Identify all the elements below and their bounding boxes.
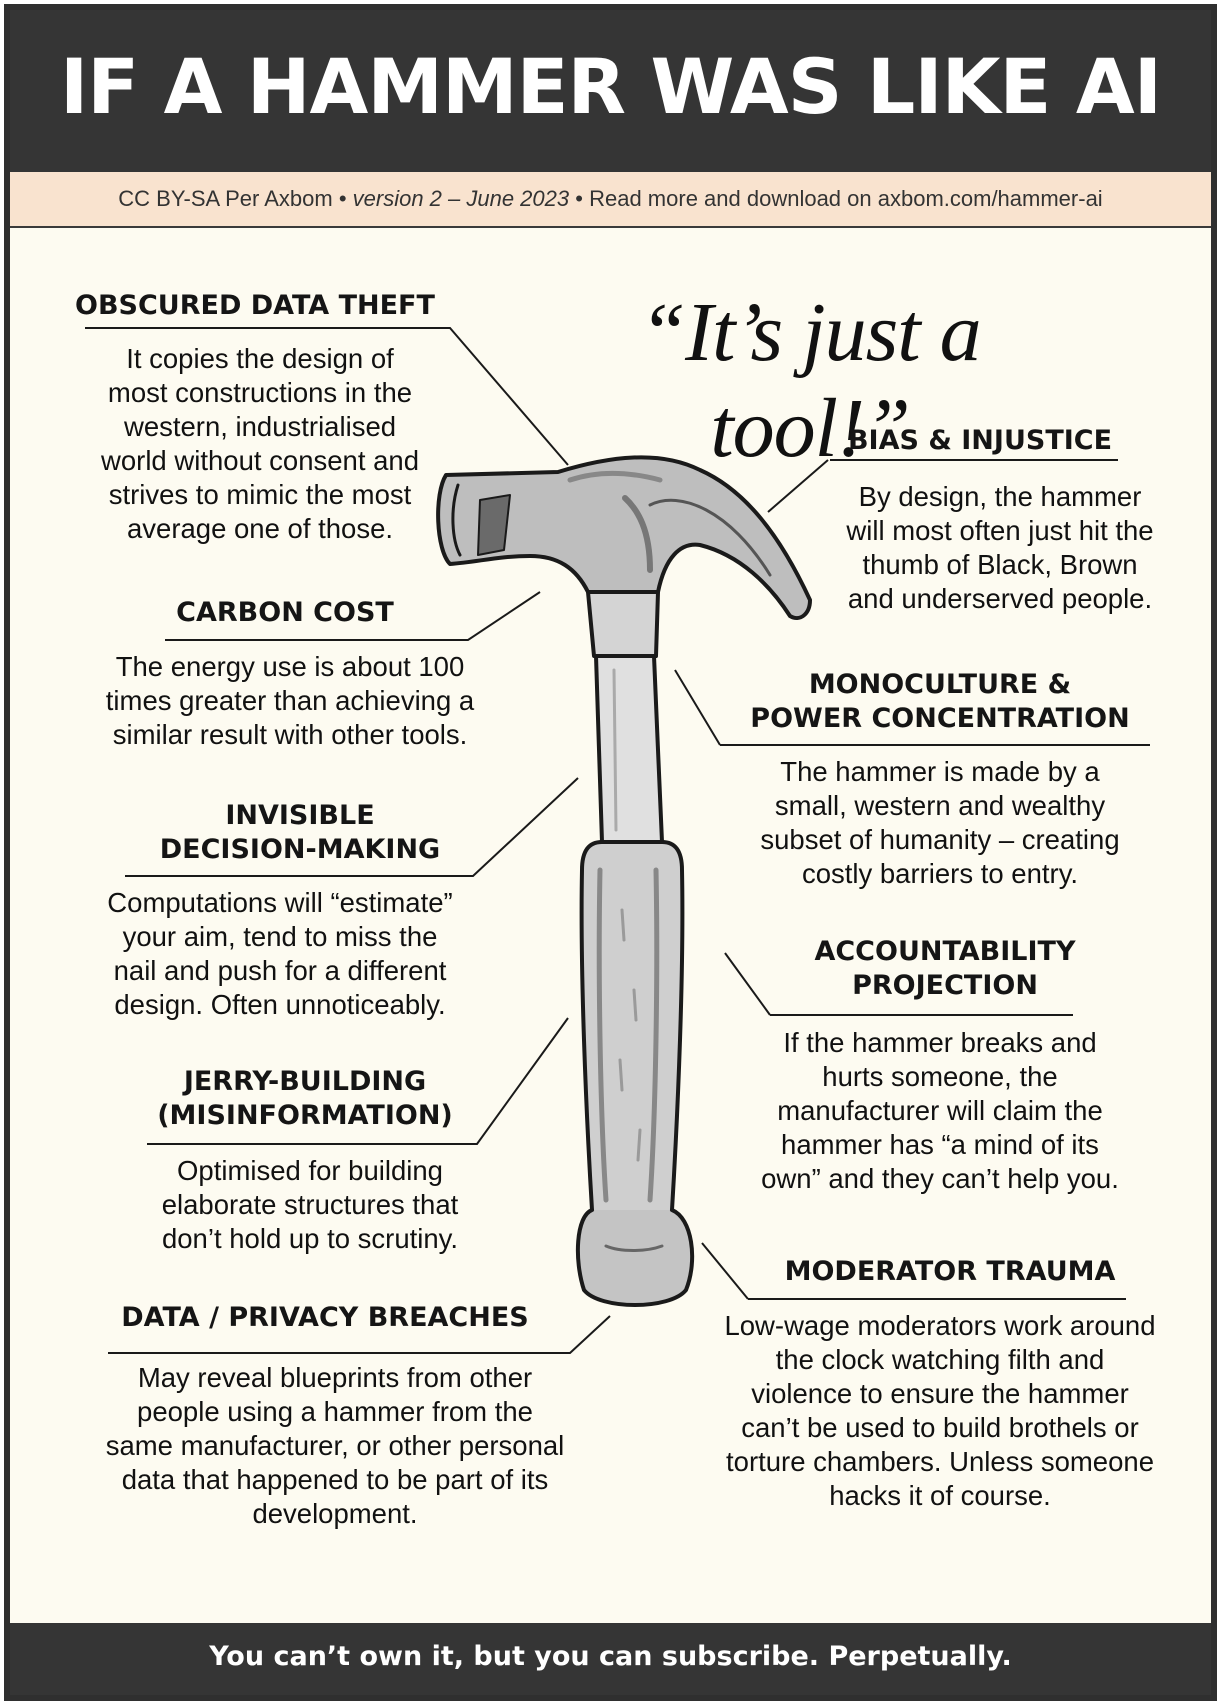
body-line: most constructions in the bbox=[107, 377, 413, 408]
footer-tagline: You can’t own it, but you can subscribe. Perpetually. bbox=[10, 1623, 1211, 1695]
body-line: similar result with other tools. bbox=[112, 719, 468, 750]
body-line: nail and push for a different bbox=[113, 955, 447, 986]
section-title-accountability-projection bbox=[750, 935, 1140, 1003]
body-line: elaborate structures that bbox=[161, 1189, 459, 1220]
section-body-monoculture bbox=[720, 755, 1160, 891]
title-line: DECISION-MAKING bbox=[159, 834, 441, 865]
quote-text: “It’s just a tool!” bbox=[639, 286, 981, 475]
page-title: IF A HAMMER WAS LIKE AI bbox=[59, 42, 1161, 131]
title-line: ACCOUNTABILITY bbox=[814, 936, 1076, 967]
section-body-carbon-cost bbox=[70, 650, 510, 752]
body-line: average one of those. bbox=[126, 513, 394, 544]
body-line: world without consent and bbox=[101, 445, 419, 476]
body-line: own” and they can’t help you. bbox=[761, 1163, 1119, 1194]
section-body-invisible-decision-making bbox=[70, 886, 490, 1022]
body-line: development. bbox=[252, 1498, 418, 1529]
body-line: same manufacturer, or other personal bbox=[105, 1430, 565, 1461]
body-line: can’t be used to build brothels or bbox=[741, 1412, 1139, 1443]
version-text: version 2 – June 2023 bbox=[352, 186, 570, 211]
section-body-jerry-building bbox=[120, 1154, 500, 1256]
body-line: torture chambers. Unless someone bbox=[726, 1446, 1154, 1477]
body-line: will most often just hit the bbox=[846, 515, 1154, 546]
body-line: small, western and wealthy bbox=[774, 790, 1106, 821]
body-line: your aim, tend to miss the bbox=[122, 921, 438, 952]
title-line: PROJECTION bbox=[852, 970, 1038, 1001]
body-line: and underserved people. bbox=[847, 583, 1153, 614]
body-line: hammer has “a mind of its bbox=[781, 1129, 1099, 1160]
section-title-obscured-data-theft: OBSCURED DATA THEFT bbox=[75, 290, 435, 321]
section-title-moderator-trauma: MODERATOR TRAUMA bbox=[784, 1256, 1116, 1287]
read-more-link[interactable]: Read more and download on axbom.com/hammer-ai bbox=[589, 186, 1103, 211]
body-line: Optimised for building bbox=[177, 1155, 443, 1186]
license-text: CC BY-SA Per Axbom bbox=[118, 186, 333, 211]
body-line: subset of humanity – creating bbox=[760, 824, 1120, 855]
body-line: design. Often unnoticeably. bbox=[114, 989, 446, 1020]
body-line: thumb of Black, Brown bbox=[862, 549, 1138, 580]
body-line: people using a hammer from the bbox=[137, 1396, 533, 1427]
title-line: POWER CONCENTRATION bbox=[750, 703, 1130, 734]
title-line: (MISINFORMATION) bbox=[157, 1100, 453, 1131]
body-line: strives to mimic the most bbox=[108, 479, 412, 510]
title-line: JERRY-BUILDING bbox=[183, 1066, 427, 1097]
section-body-data-privacy-breaches bbox=[70, 1361, 600, 1531]
body-line: costly barriers to entry. bbox=[801, 858, 1079, 889]
section-title-invisible-decision-making bbox=[110, 799, 490, 867]
body-line: Low-wage moderators work around bbox=[724, 1310, 1156, 1341]
body-line: The hammer is made by a bbox=[780, 756, 1100, 787]
section-body-obscured-data-theft bbox=[70, 342, 450, 546]
section-title-bias-injustice: BIAS & INJUSTICE bbox=[847, 425, 1113, 456]
poster bbox=[4, 4, 1217, 1701]
section-title-monoculture bbox=[720, 668, 1160, 736]
section-title-jerry-building bbox=[120, 1065, 490, 1133]
separator-dot: • bbox=[575, 186, 583, 211]
body-line: hurts someone, the bbox=[822, 1061, 1058, 1092]
body-line: western, industrialised bbox=[123, 411, 397, 442]
body-line: the clock watching filth and bbox=[775, 1344, 1105, 1375]
body-line: If the hammer breaks and bbox=[783, 1027, 1097, 1058]
title-line: INVISIBLE bbox=[225, 800, 375, 831]
body-line: May reveal blueprints from other bbox=[137, 1362, 533, 1393]
separator-dot: • bbox=[338, 186, 347, 211]
section-title-carbon-cost: CARBON COST bbox=[176, 597, 394, 628]
section-body-moderator-trauma bbox=[680, 1309, 1200, 1513]
body-line: times greater than achieving a bbox=[105, 685, 475, 716]
section-body-bias-injustice bbox=[810, 480, 1190, 616]
body-line: don’t hold up to scrutiny. bbox=[161, 1223, 459, 1254]
body-line: violence to ensure the hammer bbox=[751, 1378, 1129, 1409]
body-line: The energy use is about 100 bbox=[115, 651, 465, 682]
body-line: It copies the design of bbox=[126, 343, 394, 374]
section-title-data-privacy-breaches: DATA / PRIVACY BREACHES bbox=[121, 1302, 529, 1333]
title-line: MONOCULTURE & bbox=[808, 669, 1072, 700]
section-body-accountability-projection bbox=[730, 1026, 1150, 1196]
body-line: Computations will “estimate” bbox=[107, 887, 453, 918]
body-line: hacks it of course. bbox=[829, 1480, 1051, 1511]
body-line: data that happened to be part of its bbox=[121, 1464, 549, 1495]
body-line: By design, the hammer bbox=[858, 481, 1142, 512]
body-line: manufacturer will claim the bbox=[777, 1095, 1103, 1126]
